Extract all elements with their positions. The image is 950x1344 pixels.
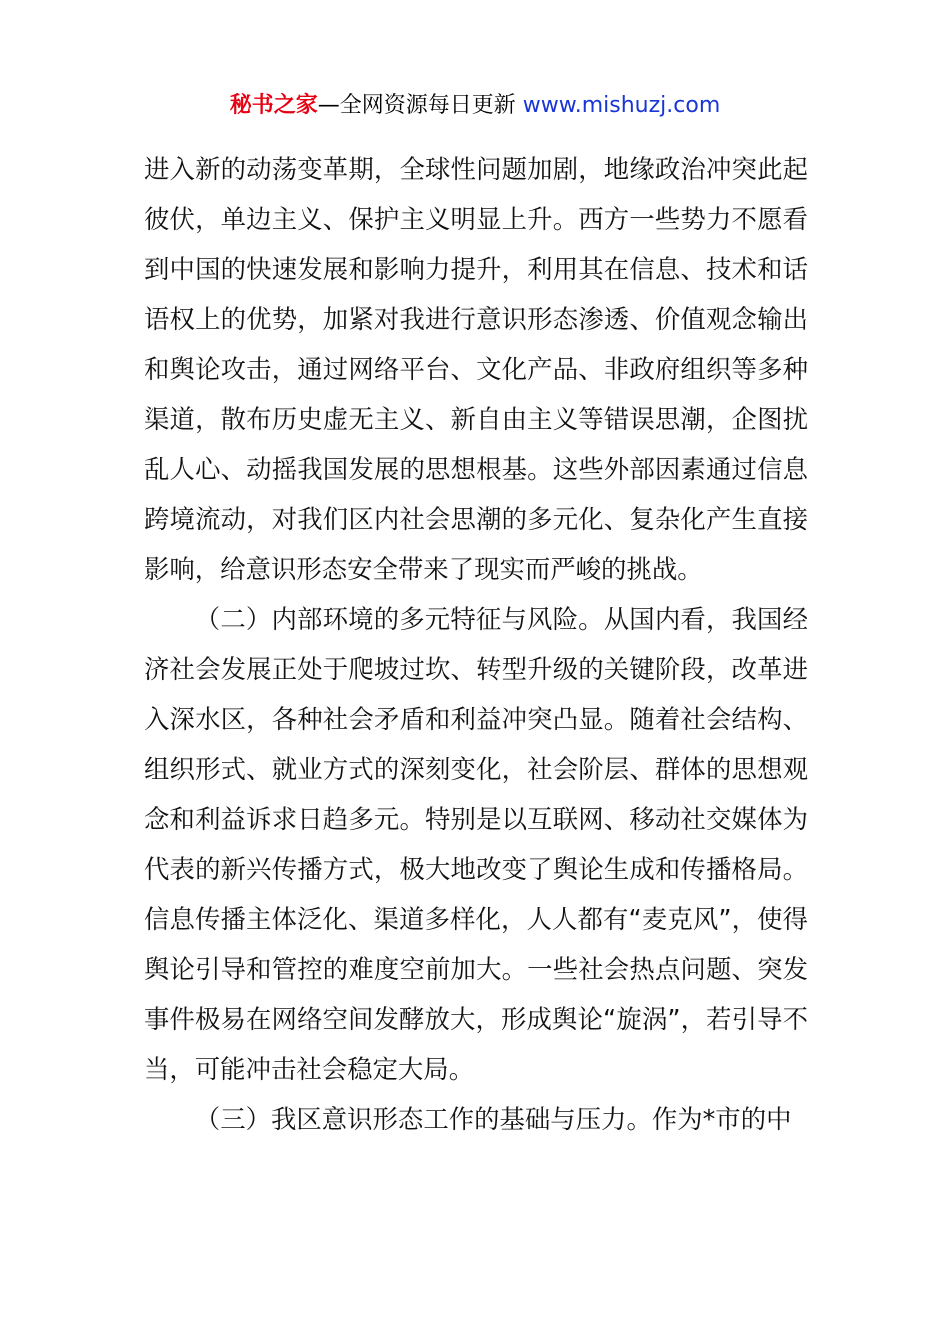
paragraph-district-foundation: （三）我区意识形态工作的基础与压力。作为*市的中: [194, 1104, 792, 1134]
page-header: [0, 88, 950, 124]
document-body: [144, 144, 808, 1144]
header-brand: 秘书之家: [229, 93, 318, 118]
header-tagline: —全网资源每日更新: [317, 93, 523, 118]
header-url[interactable]: www.mishuzj.com: [522, 93, 721, 118]
paragraph-internal-environment: （二）内部环境的多元特征与风险。从国内看，我国经济社会发展正处于爬坡过坎、转型升级的关键阶段，改革进入深水区，各种社会矛盾和利益冲突凸显。随着社会结构、组织形式、就业方式的深刻变化，社会阶层、群体的思想观念和利益诉求日趋多元。特别是以互联网、移动社交媒体为代表的新兴传播方式，极大地改变了舆论生成和传播格局。信息传播主体泛化、渠道多样化，人人都有“麦克风”，使得舆论引导和管控的难度空前加大。一些社会热点问题、突发事件极易在网络空间发酵放大，形成舆论“旋涡”，若引导不当，可能冲击社会稳定大局。: [144, 604, 808, 1084]
paragraph-continued: 进入新的动荡变革期，全球性问题加剧，地缘政治冲突此起彼伏，单边主义、保护主义明显上升。西方一些势力不愿看到中国的快速发展和影响力提升，利用其在信息、技术和话语权上的优势，加紧对我进行意识形态渗透、价值观念输出和舆论攻击，通过网络平台、文化产品、非政府组织等多种渠道，散布历史虚无主义、新自由主义等错误思潮，企图扰乱人心、动摇我国发展的思想根基。这些外部因素通过信息跨境流动，对我们区内社会思潮的多元化、复杂化产生直接影响，给意识形态安全带来了现实而严峻的挑战。: [144, 154, 808, 584]
